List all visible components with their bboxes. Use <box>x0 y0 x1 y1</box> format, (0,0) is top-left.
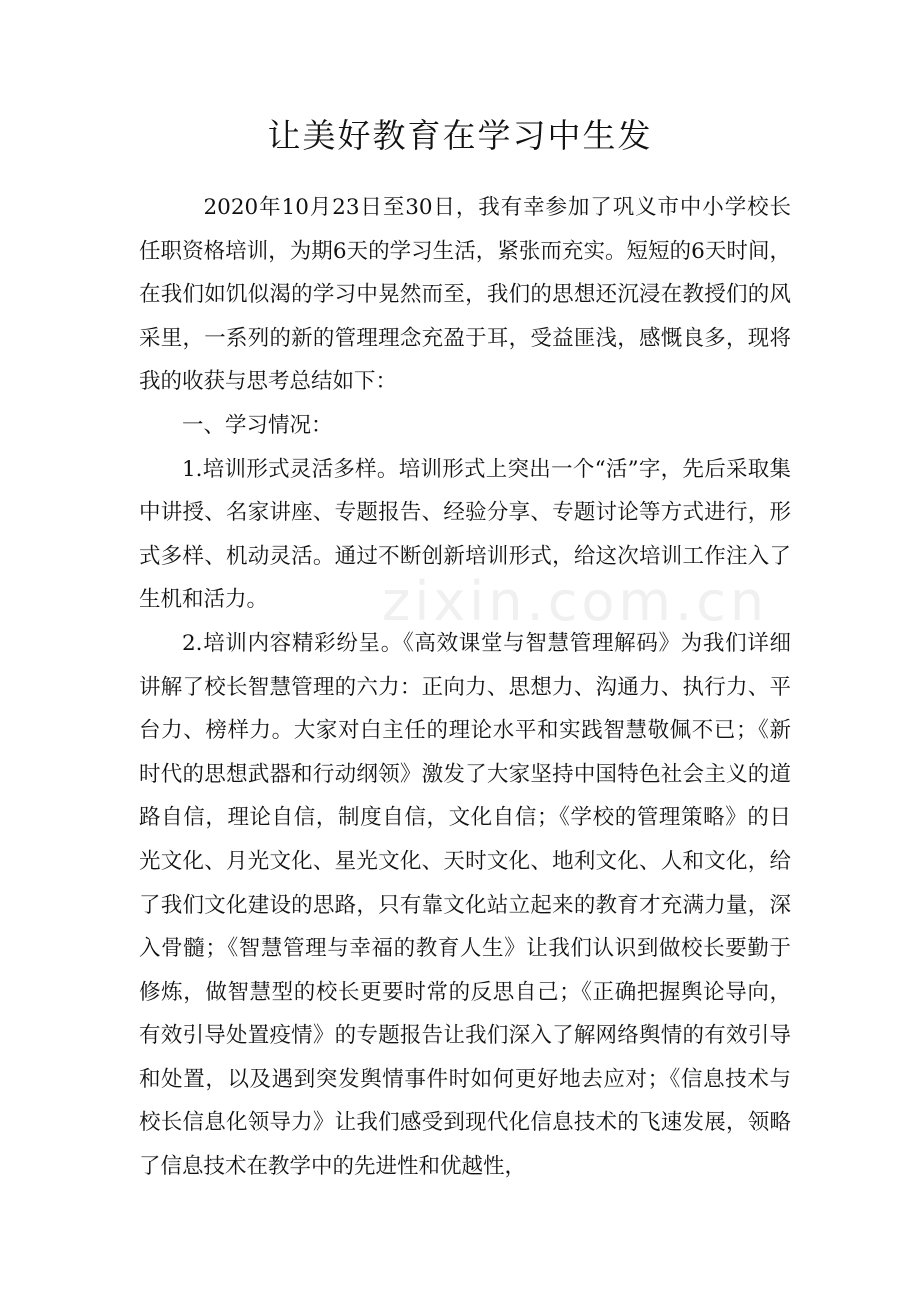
paragraph-section-heading: 一、学习情况： <box>182 412 333 438</box>
paragraph-training-content: 2.培训内容精彩纷呈。《高效课堂与智慧管理解码》为我们详细讲解了校长智慧管理的六力：正向力、思想力、沟通力、执行力、平台力、榜样力。大家对白主任的理论水平和实践智慧敬佩不已；《新时代的思想武器和行动纲领》激发了大家坚持中国特色社会主义的道路自信，理论自信，制度自信，文化自信；《学校的管理策略》的日光文化、月光文化、星光文化、天时文化、地利文化、人和文化，给了我们文化建设的思路，只有靠文化站立起来的教育才充满力量，深入骨髓；《智慧管理与幸福的教育人生》让我们认识到做校长要勤于修炼，做智慧型的校长更要时常的反思自己；《正确把握舆论导向，有效引导处置疫情》的专题报告让我们深入了解网络舆情的有效引导和处置，以及遇到突发舆情事件时如何更好地去应对；《信息技术与校长信息化领导力》让我们感受到现代化信息技术的飞速发展，领略了信息技术在教学中的先进性和优越性， <box>139 630 791 1180</box>
document-body <box>139 186 791 1189</box>
watermark: zixin.com.cn <box>382 570 769 633</box>
paragraph-intro: 2020年10月23日至30日，我有幸参加了巩义市中小学校长任职资格培训，为期6天的学习生活，紧张而充实。短短的6天时间，在我们如饥似渴的学习中晃然而至，我们的思想还沉浸在教授们的风采里，一系列的新的管理理念充盈于耳，受益匪浅，感慨良多，现将我的收获与思考总结如下： <box>139 195 791 395</box>
paragraph-training-format: 1.培训形式灵活多样。培训形式上突出一个“活”字，先后采取集中讲授、名家讲座、专题报告、经验分享、专题讨论等方式进行，形式多样、机动灵活。通过不断创新培训形式，给这次培训工作注入了生机和活力。 <box>139 456 791 613</box>
document-title: 让美好教育在学习中生发 <box>267 116 653 155</box>
